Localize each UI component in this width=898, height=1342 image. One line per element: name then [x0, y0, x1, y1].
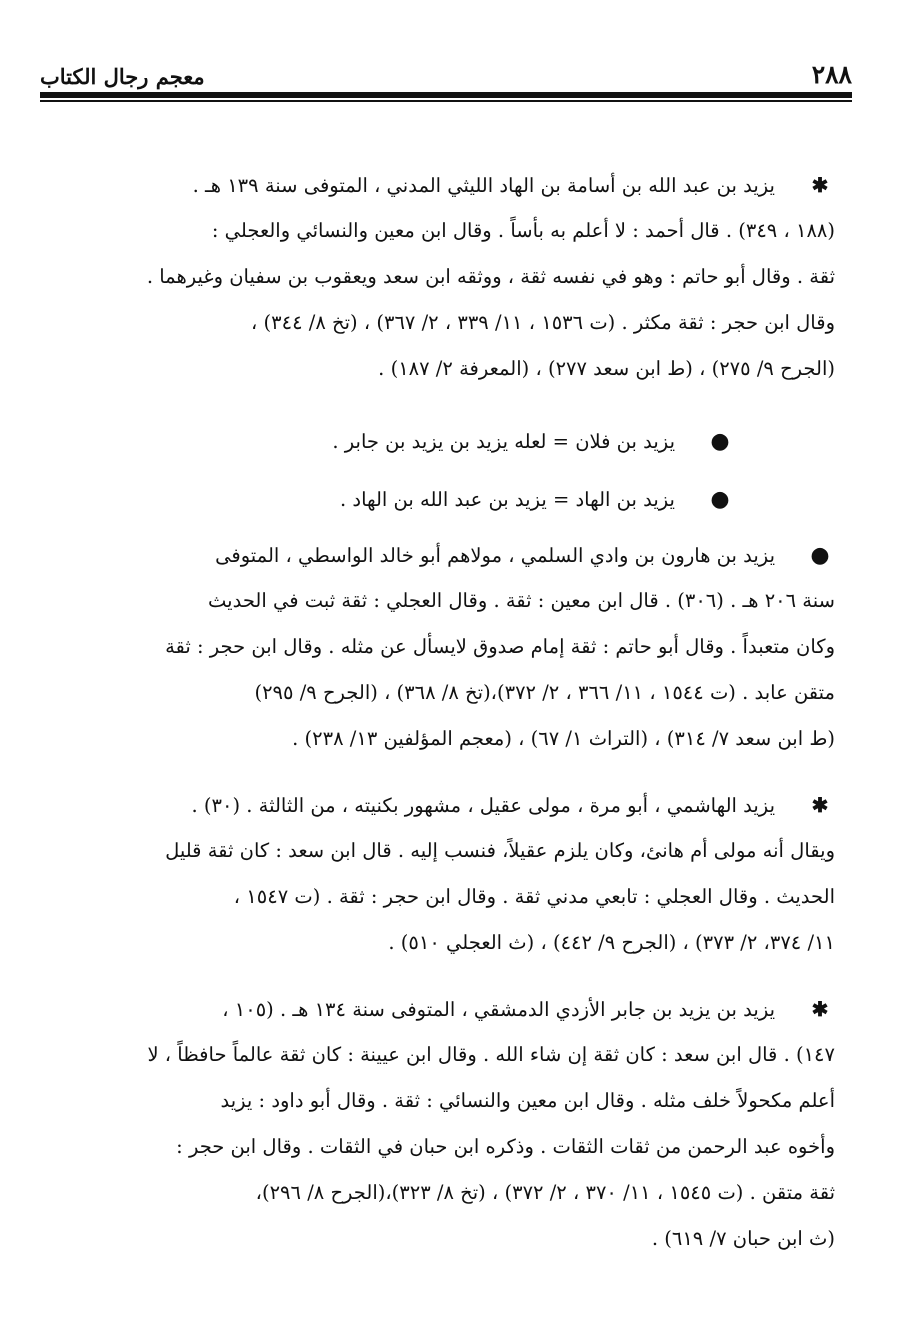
asterisk-marker-icon: ✱ [811, 173, 829, 197]
entry-yazid-ibn-harun [40, 532, 835, 762]
entry-line: الحديث . وقال العجلي : تابعي مدني ثقة . وقال ابن حجر : ثقة . (ت ١٥٤٧ ، [233, 885, 835, 908]
entry-text: يزيد بن يزيد بن جابر الأزدي الدمشقي ، المتوفى سنة ١٣٤ هـ . (١٠٥ ، [222, 998, 775, 1021]
entry-line [200, 412, 735, 470]
bullet-marker-icon: ● [710, 486, 730, 512]
header-rule-thick [40, 92, 852, 98]
entry-text: يزيد بن عبد الله بن أسامة بن الهاد الليثي المدني ، المتوفى سنة ١٣٩ هـ . [192, 174, 775, 197]
entry-text: يزيد الهاشمي ، أبو مرة ، مولى عقيل ، مشهور بكنيته ، من الثالثة . (٣٠) . [191, 794, 775, 817]
entry-line: وقال ابن حجر : ثقة مكثر . (ت ١٥٣٦ ، ١١/ ٣٣٩ ، ٢/ ٣٦٧) ، (تخ ٨/ ٣٤٤) ، [251, 311, 835, 334]
cross-reference-yazid-ibn-al-had [200, 470, 735, 528]
running-title: معجم رجال الكتاب [40, 64, 205, 89]
entry-line [40, 986, 835, 1032]
entry-line: (الجرح ٩/ ٢٧٥) ، (ط ابن سعد ٢٧٧) ، (المعرفة ٢/ ١٨٧) . [378, 357, 835, 380]
entry-text: يزيد بن الهاد = يزيد بن عبد الله بن الهاد . [339, 488, 675, 511]
entry-line: أعلم مكحولاً خلف مثله . وقال ابن معين والنسائي : ثقة . وقال أبو داود : يزيد [220, 1089, 835, 1112]
entry-text: يزيد بن فلان = لعله يزيد بن يزيد بن جابر . [332, 430, 675, 453]
entry-line: وكان متعبداً . وقال أبو حاتم : ثقة إمام صدوق لايسأل عن مثله . وقال ابن حجر : ثقة [165, 635, 835, 658]
bullet-marker-icon: ● [810, 542, 830, 568]
entry-line: ١٤٧) . قال ابن سعد : كان ثقة إن شاء الله . وقال ابن عيينة : كان ثقة عالماً حافظاً ، لا [147, 1043, 835, 1066]
entry-yazid-ibn-yazid-ibn-jabir [40, 986, 835, 1262]
bullet-marker-icon: ● [710, 428, 730, 454]
entry-yazid-al-hashimi [40, 782, 835, 966]
entry-text: يزيد بن هارون بن وادي السلمي ، مولاهم أبو خالد الواسطي ، المتوفى [215, 544, 775, 567]
entry-line: متقن عابد . (ت ١٥٤٤ ، ١١/ ٣٦٦ ، ٢/ ٣٧٢)،(تخ ٨/ ٣٦٨) ، (الجرح ٩/ ٢٩٥) [254, 681, 835, 704]
cross-reference-yazid-ibn-fulan [200, 412, 735, 470]
entry-line: ثقة . وقال أبو حاتم : وهو في نفسه ثقة ، ووثقه ابن سعد ويعقوب بن سفيان وغيرهما . [146, 265, 835, 288]
asterisk-marker-icon: ✱ [811, 997, 829, 1021]
header-rule-thin [40, 100, 852, 102]
entry-line: (١٨٨ ، ٣٤٩) . قال أحمد : لا أعلم به بأساً . وقال ابن معين والنسائي والعجلي : [211, 219, 835, 242]
entry-line [40, 162, 835, 208]
entry-yazid-ibn-abdullah [40, 162, 835, 392]
entry-line [40, 532, 835, 578]
entry-line: ١١/ ٣٧٤، ٢/ ٣٧٣) ، (الجرح ٩/ ٤٤٢) ، (ث العجلي ٥١٠) . [388, 931, 835, 954]
entry-line [40, 782, 835, 828]
entry-line: (ث ابن حبان ٧/ ٦١٩) . [651, 1227, 835, 1250]
asterisk-marker-icon: ✱ [811, 793, 829, 817]
entry-line: (ط ابن سعد ٧/ ٣١٤) ، (التراث ١/ ٦٧) ، (معجم المؤلفين ١٣/ ٢٣٨) . [292, 727, 835, 750]
entry-line: ويقال أنه مولى أم هانئ، وكان يلزم عقيلاً، فنسب إليه . قال ابن سعد : كان ثقة قليل [165, 839, 835, 862]
page-header [40, 60, 852, 90]
entry-line: سنة ٢٠٦ هـ . (٣٠٦) . قال ابن معين : ثقة . وقال العجلي : ثقة ثبت في الحديث [208, 589, 835, 612]
entry-line: ثقة متقن . (ت ١٥٤٥ ، ١١/ ٣٧٠ ، ٢/ ٣٧٢) ، (تخ ٨/ ٣٢٣)،(الجرح ٨/ ٢٩٦)، [255, 1181, 835, 1204]
entry-line: وأخوه عبد الرحمن من ثقات الثقات . وذكره ابن حبان في الثقات . وقال ابن حجر : [176, 1135, 835, 1158]
page-number: ٢٨٨ [811, 60, 852, 89]
entry-line [200, 470, 735, 528]
